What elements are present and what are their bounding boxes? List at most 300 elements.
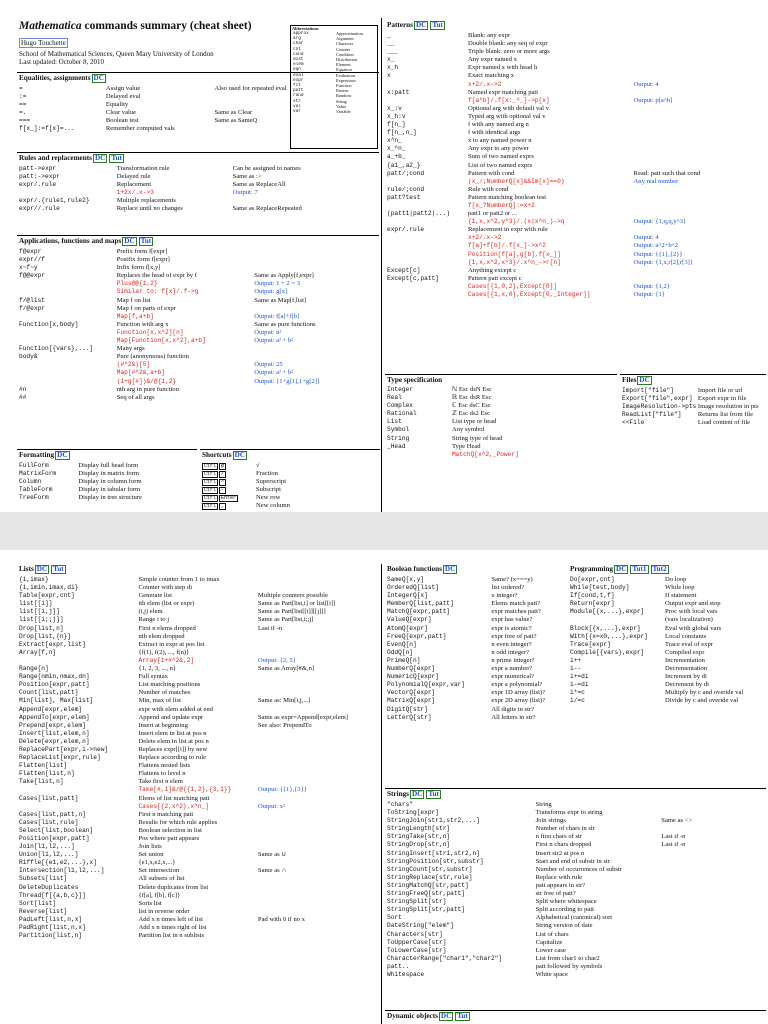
note-cell bbox=[632, 226, 753, 234]
doc-link-dc[interactable]: DC bbox=[639, 376, 650, 384]
table-row bbox=[17, 932, 379, 940]
table-row bbox=[17, 353, 379, 361]
table-row bbox=[620, 419, 766, 427]
doc-link-dc[interactable]: DC bbox=[415, 21, 427, 29]
table-row bbox=[17, 173, 379, 181]
table-row bbox=[385, 386, 617, 394]
note-cell: Can be assigned to names bbox=[232, 165, 301, 172]
note-cell bbox=[256, 892, 379, 900]
command-cell: expr/.rule bbox=[19, 181, 57, 189]
table-row bbox=[568, 657, 766, 665]
table-row bbox=[17, 754, 379, 762]
command-cell: Delete[expr,elem,n] bbox=[19, 737, 90, 745]
command-cell: StringSplit[str,patt] bbox=[387, 906, 465, 914]
note-cell bbox=[256, 932, 379, 940]
description-cell: While loop bbox=[665, 584, 695, 592]
description-cell: All letters in str? bbox=[491, 713, 536, 721]
note-cell: Last if -n bbox=[257, 624, 283, 632]
command-cell: Return[expr] bbox=[570, 600, 615, 608]
output-cell: Output: f[a]+f[b] bbox=[254, 312, 300, 320]
key-cap: ^ bbox=[221, 479, 225, 486]
command-cell: Subsets[list] bbox=[19, 875, 68, 883]
doc-link-dc[interactable]: DC bbox=[57, 451, 68, 459]
doc-link-dc[interactable]: DC bbox=[234, 451, 245, 459]
command-cell: PadRight[list,n,x] bbox=[19, 924, 86, 932]
note-cell bbox=[256, 924, 379, 932]
note-cell: Same as pure functions bbox=[254, 320, 316, 328]
description-cell: x integer? bbox=[491, 592, 518, 600]
command-cell bbox=[568, 616, 663, 624]
description-cell: If statement bbox=[665, 592, 697, 600]
section-title: Applications, functions and maps bbox=[19, 237, 122, 245]
shortcut-keys bbox=[200, 462, 254, 470]
description-cell: Rule with cond bbox=[467, 185, 509, 193]
description-cell: str free of patt? bbox=[535, 890, 576, 898]
output-cell: Output: 25 bbox=[254, 361, 283, 369]
table-row bbox=[568, 576, 766, 584]
table-row bbox=[385, 931, 766, 939]
table-row bbox=[17, 665, 379, 673]
note-cell bbox=[632, 48, 753, 56]
key-cap: Ctrl bbox=[204, 495, 217, 502]
note-cell bbox=[231, 197, 379, 205]
command-cell: f[n_] bbox=[387, 121, 406, 129]
description-cell: Lower case bbox=[535, 946, 566, 954]
document-title: Mathematica commands summary (cheat sheet) bbox=[19, 20, 252, 32]
note-cell bbox=[252, 353, 379, 361]
table-row bbox=[385, 850, 766, 858]
description-cell: Display full head form bbox=[78, 462, 139, 469]
table-row bbox=[385, 841, 766, 849]
section-title: Equalities, assignments bbox=[19, 74, 91, 82]
doc-link-tut[interactable]: Tut bbox=[53, 565, 64, 573]
command-cell: patt.. bbox=[387, 962, 410, 970]
note-cell: Same as Map[f,list] bbox=[254, 296, 307, 304]
command-cell bbox=[17, 313, 115, 321]
section-title: Dynamic objects bbox=[387, 1012, 438, 1020]
command-cell: i+=di bbox=[570, 673, 589, 681]
command-cell: MatrixQ[expr] bbox=[387, 697, 436, 705]
table-row bbox=[385, 283, 753, 291]
table-row bbox=[385, 81, 753, 89]
command-cell: expr/.rule bbox=[387, 226, 425, 234]
command-cell: ImageResolution->pts bbox=[622, 403, 696, 411]
doc-link-dc[interactable]: DC bbox=[440, 1012, 452, 1020]
command-cell bbox=[385, 178, 466, 186]
table-row bbox=[385, 194, 753, 202]
command-cell: (patt1|patt2|...) bbox=[387, 210, 451, 218]
command-cell: Except[c] bbox=[387, 266, 421, 274]
note-cell bbox=[632, 105, 753, 113]
note-cell: Same as expr=Append[expr,elem] bbox=[257, 713, 348, 721]
doc-link-dc[interactable]: DC bbox=[444, 565, 456, 573]
table-row bbox=[17, 795, 379, 803]
table-row bbox=[385, 592, 565, 600]
description-cell: √ bbox=[256, 462, 260, 469]
description-cell: List of two named exprs bbox=[467, 161, 533, 169]
table-row bbox=[17, 778, 379, 786]
note-cell bbox=[256, 633, 379, 641]
command-cell: patt/;cond bbox=[387, 169, 425, 177]
example-cell: x+2/.x->2 bbox=[467, 234, 502, 242]
description-cell: patt appears in str? bbox=[535, 881, 586, 889]
table-row bbox=[17, 924, 379, 932]
table-row bbox=[385, 809, 766, 817]
description-cell: Anything except c bbox=[467, 266, 517, 274]
description-cell: Delete elem in list at pos n bbox=[138, 737, 209, 745]
table-row bbox=[17, 165, 379, 173]
table-row bbox=[568, 625, 766, 633]
output-cell: Output: {{1},{3}} bbox=[257, 786, 307, 794]
table-row bbox=[17, 592, 379, 600]
description-cell: Range i to j bbox=[138, 616, 170, 624]
doc-link-dc[interactable]: DC bbox=[411, 790, 423, 798]
table-row bbox=[385, 72, 753, 80]
table-row bbox=[17, 827, 379, 835]
table-row bbox=[17, 730, 379, 738]
table-row bbox=[620, 411, 766, 419]
note-cell bbox=[632, 186, 753, 194]
command-cell: Function[{vars},...] bbox=[19, 345, 94, 353]
table-row bbox=[385, 40, 753, 48]
command-cell: list[[i,j]] bbox=[19, 608, 60, 616]
section-heading bbox=[17, 564, 379, 576]
description-cell: Multiply by c and overide val bbox=[665, 689, 744, 697]
command-cell: rule/;cond bbox=[387, 185, 425, 193]
note-cell bbox=[632, 113, 753, 121]
description-cell: Replace until no changes bbox=[116, 205, 183, 213]
author-link[interactable]: Hugo Touchette bbox=[21, 39, 66, 47]
command-cell bbox=[17, 280, 115, 288]
description-cell: Min, max of list bbox=[138, 697, 181, 705]
key-cap: / bbox=[221, 471, 225, 478]
example-cell: (#^2&)[5] bbox=[116, 361, 151, 369]
doc-link-tut[interactable]: Tut bbox=[140, 237, 152, 245]
doc-link-tut[interactable]: Tut bbox=[432, 21, 443, 29]
command-cell: Table[expr,cnt] bbox=[19, 592, 75, 600]
note-cell bbox=[256, 649, 379, 657]
table-row bbox=[385, 234, 753, 242]
command-cell: expr//.rule bbox=[19, 205, 60, 213]
doc-link-dc[interactable]: DC bbox=[616, 565, 627, 573]
table-row bbox=[17, 297, 379, 305]
description-cell: Random bbox=[336, 93, 351, 99]
section-heading bbox=[17, 153, 379, 165]
document-title-block bbox=[19, 20, 281, 67]
table-row bbox=[17, 843, 379, 851]
doc-link-tut[interactable]: Tut bbox=[111, 154, 122, 162]
table-row bbox=[568, 633, 766, 641]
doc-link-tut2[interactable]: Tut2 bbox=[652, 565, 667, 573]
command-cell: MemberQ[list,patt] bbox=[387, 600, 454, 608]
table-row bbox=[17, 738, 379, 746]
table-row bbox=[17, 762, 379, 770]
note-cell bbox=[659, 890, 766, 898]
command-cell bbox=[17, 361, 115, 369]
description-cell: String version of date bbox=[535, 922, 593, 930]
table-row bbox=[385, 633, 565, 641]
note-cell bbox=[659, 882, 766, 890]
command-cell: Reverse[list] bbox=[19, 907, 68, 915]
command-cell: approx bbox=[293, 31, 309, 36]
command-cell: ToUpperCase[str] bbox=[387, 938, 447, 946]
note-cell bbox=[256, 908, 379, 916]
description-cell: Insert at beginning bbox=[138, 721, 188, 729]
table-row bbox=[17, 205, 379, 213]
note-cell: Same as Part[list[[i]][[j]]] bbox=[257, 608, 326, 616]
description-cell: Named expr matching patt bbox=[467, 88, 539, 96]
description-cell: Function bbox=[336, 83, 352, 89]
command-cell: Partition[list,n] bbox=[19, 932, 83, 940]
command-cell: Position[expr,patt] bbox=[19, 835, 90, 842]
command-cell: Cases[list,patt,n] bbox=[19, 810, 86, 818]
command-cell: Sort[list] bbox=[19, 899, 57, 907]
note-cell bbox=[256, 730, 379, 738]
table-row bbox=[200, 494, 380, 502]
command-cell: _Head bbox=[387, 442, 406, 450]
command-cell bbox=[385, 251, 466, 259]
section-boolean-functions bbox=[385, 564, 565, 782]
table-row bbox=[385, 971, 766, 979]
example-cell: Function[x,x^2][n] bbox=[116, 328, 184, 336]
doc-link-dc[interactable]: DC bbox=[36, 565, 48, 573]
description-cell: patt followed by symbols bbox=[535, 962, 603, 970]
command-cell: NumberQ[expr] bbox=[387, 665, 436, 673]
section-strings bbox=[385, 788, 766, 1007]
output-cell: Output: a^2+b^2 bbox=[633, 242, 679, 250]
table-row bbox=[385, 649, 565, 657]
note-cell bbox=[659, 963, 766, 971]
note-cell: Same as: Min[i,j,...] bbox=[257, 697, 311, 705]
description-cell: Any expr to any power bbox=[467, 145, 529, 153]
command-cell: f/@expr bbox=[19, 304, 45, 312]
example-cell: MatchQ[x^2,_Power] bbox=[451, 450, 519, 458]
command-cell bbox=[17, 369, 115, 377]
note-cell bbox=[659, 801, 766, 809]
description-cell: Display in tabular form bbox=[78, 486, 141, 494]
description-cell: Split according to patt bbox=[535, 906, 594, 914]
table-row bbox=[385, 56, 753, 64]
table-row bbox=[17, 681, 379, 689]
section-rules bbox=[17, 152, 379, 233]
note-cell bbox=[659, 931, 766, 939]
description-cell: List matching positions bbox=[138, 681, 201, 689]
note-cell bbox=[256, 900, 379, 908]
table-row bbox=[17, 786, 379, 794]
doc-link-tut1[interactable]: Tut1 bbox=[632, 565, 647, 573]
command-cell: CharacterRange["char1","char2"] bbox=[387, 954, 503, 962]
table-row bbox=[385, 137, 753, 145]
description-cell: Argument bbox=[336, 36, 354, 42]
table-row bbox=[385, 394, 617, 402]
command-cell: x_h bbox=[387, 64, 399, 72]
command-cell: var bbox=[293, 109, 301, 115]
description-cell: First n chars dropped bbox=[535, 841, 592, 849]
section-title: Programming bbox=[570, 565, 613, 573]
table-row bbox=[17, 369, 379, 377]
note-cell bbox=[256, 778, 379, 786]
table-row bbox=[568, 689, 766, 697]
command-cell: rand bbox=[293, 93, 304, 99]
table-row bbox=[17, 109, 379, 117]
table-row bbox=[17, 494, 197, 502]
command-cell: ReplacePart[expr,i->new] bbox=[19, 745, 109, 753]
table-row bbox=[568, 681, 766, 689]
command-cell: Min[list], Max[list] bbox=[19, 697, 94, 705]
table-row bbox=[385, 874, 766, 882]
section-title: Shortcuts bbox=[202, 451, 232, 459]
table-row bbox=[385, 105, 753, 113]
table-row bbox=[385, 291, 753, 299]
command-cell: TreeForm bbox=[19, 494, 49, 502]
description-cell: Equality bbox=[105, 101, 129, 109]
table-row bbox=[17, 93, 379, 101]
description-cell: Generate list bbox=[138, 592, 172, 600]
command-cell: ToString[expr] bbox=[387, 809, 439, 817]
description-cell: White space bbox=[535, 970, 568, 978]
command-cell: StringLength[str] bbox=[387, 825, 451, 833]
table-row bbox=[385, 922, 766, 930]
note-cell bbox=[632, 210, 753, 218]
table-row bbox=[17, 803, 379, 811]
example-cell: {1,x,x^2,y^3}/.(x|x^n_)->q bbox=[467, 218, 565, 226]
table-row bbox=[385, 817, 766, 825]
description-cell: Transformation rule bbox=[116, 165, 170, 172]
command-cell: i/=c bbox=[570, 697, 585, 705]
command-cell bbox=[385, 291, 466, 299]
note-cell: Same as Apply[f,expr] bbox=[254, 272, 314, 280]
table-row bbox=[385, 259, 753, 267]
description-cell: Counter bbox=[336, 46, 351, 52]
note-cell bbox=[659, 809, 766, 817]
note-cell bbox=[256, 859, 379, 867]
description-cell: nth arg in pure function bbox=[116, 385, 179, 393]
table-row bbox=[17, 616, 379, 624]
description-cell: Output expr and stop bbox=[665, 600, 721, 608]
table-row bbox=[385, 242, 753, 250]
example-cell: 1+2x/.x->3 bbox=[116, 189, 154, 197]
command-cell: Function[x,body] bbox=[19, 320, 79, 328]
table-row bbox=[17, 657, 379, 665]
description-cell: Distribution bbox=[336, 57, 358, 63]
doc-link-dc[interactable]: DC bbox=[124, 237, 135, 245]
section-heading bbox=[17, 236, 379, 248]
description-cell: Partition list in n sublists bbox=[138, 932, 205, 940]
description-cell: Flattens nested lists bbox=[138, 762, 191, 770]
command-cell: PolynomialQ[expr,var] bbox=[387, 681, 465, 689]
command-cell: eqn bbox=[293, 67, 301, 73]
output-cell: Output: n² bbox=[254, 328, 282, 336]
table-row bbox=[17, 125, 379, 133]
table-row bbox=[17, 875, 379, 883]
note-cell bbox=[256, 827, 379, 835]
command-cell: i++ bbox=[570, 656, 582, 664]
command-cell: ___ bbox=[387, 48, 399, 56]
key-cap: Enter bbox=[221, 495, 237, 502]
note-cell bbox=[659, 914, 766, 922]
note-cell bbox=[632, 202, 753, 210]
description-cell: String bbox=[535, 801, 552, 808]
command-cell: i*=c bbox=[570, 689, 585, 697]
description-cell: Export expr in file bbox=[697, 395, 747, 403]
table-row bbox=[385, 906, 766, 914]
doc-link-dc[interactable]: DC bbox=[93, 74, 104, 82]
command-cell bbox=[17, 337, 115, 345]
note-cell bbox=[659, 971, 766, 979]
table-row bbox=[385, 641, 565, 649]
section-heading bbox=[200, 450, 380, 462]
table-row bbox=[17, 272, 379, 280]
command-cell: FreeQ[expr,patt] bbox=[387, 632, 447, 640]
note-cell bbox=[256, 673, 379, 681]
command-cell bbox=[17, 657, 136, 665]
table-row bbox=[568, 592, 766, 600]
command-cell bbox=[17, 288, 115, 296]
table-row bbox=[17, 851, 379, 859]
table-row bbox=[568, 584, 766, 592]
table-row bbox=[17, 345, 379, 353]
command-cell: f[x_]:=f[x]=... bbox=[19, 125, 75, 133]
table-row bbox=[385, 275, 753, 283]
command-cell: arg bbox=[293, 36, 301, 42]
note-cell: Last if -n bbox=[661, 841, 686, 849]
section-heading bbox=[568, 564, 766, 576]
description-cell: Full syntax bbox=[138, 673, 168, 681]
command-cell: TableForm bbox=[19, 486, 53, 494]
command-cell bbox=[385, 202, 466, 210]
table-row bbox=[385, 947, 766, 955]
command-cell: eval bbox=[293, 72, 304, 78]
table-row bbox=[17, 181, 379, 189]
description-cell: Transforms expr to string bbox=[535, 809, 603, 817]
section-dynamic-objects bbox=[385, 1010, 766, 1024]
command-cell: StringSplit[str] bbox=[387, 898, 447, 906]
section-title: Type specification bbox=[387, 376, 443, 384]
example-cell: Array[1+#^2&,2] bbox=[138, 656, 195, 664]
doc-link-tut[interactable]: Tut bbox=[457, 1012, 468, 1020]
doc-link-tut[interactable]: Tut bbox=[428, 790, 439, 798]
note-cell bbox=[256, 875, 379, 883]
doc-link-dc[interactable]: DC bbox=[94, 154, 106, 162]
table-row bbox=[17, 641, 379, 649]
command-cell: Extract[expr,list] bbox=[19, 640, 86, 648]
description-cell: Prefix form f[expr] bbox=[116, 248, 168, 255]
section-heading bbox=[620, 375, 766, 387]
command-cell: MatrixForm bbox=[19, 470, 57, 478]
table-row bbox=[17, 321, 379, 329]
description-cell: Counter with step di bbox=[138, 584, 193, 592]
description-cell: Increment by di bbox=[665, 673, 707, 681]
command-cell: Join[l1,l2,...] bbox=[19, 843, 75, 851]
command-cell: AppendTo[expr,elem] bbox=[19, 713, 90, 721]
command-cell: DeleteDuplicates bbox=[19, 883, 79, 891]
table-row bbox=[17, 746, 379, 754]
output-cell: Output: p[a^b] bbox=[633, 96, 673, 104]
command-cell bbox=[385, 283, 466, 291]
command-cell: If[cond,t,f] bbox=[570, 592, 615, 600]
description-cell: Load content of file bbox=[697, 419, 751, 427]
description-cell: Exact matching x bbox=[467, 72, 515, 80]
description-cell: Trace eval of expr bbox=[665, 640, 713, 648]
description-cell: Insert str2 at pos n bbox=[535, 849, 585, 857]
description-cell: ℂ Esc dsC Esc bbox=[451, 402, 491, 410]
table-row bbox=[17, 117, 379, 125]
command-cell: expr//f bbox=[19, 256, 45, 264]
command-cell: str bbox=[293, 98, 301, 104]
command-cell: := bbox=[19, 93, 27, 101]
description-cell: Append and update expr bbox=[138, 713, 204, 721]
section-title: Patterns bbox=[387, 21, 413, 29]
